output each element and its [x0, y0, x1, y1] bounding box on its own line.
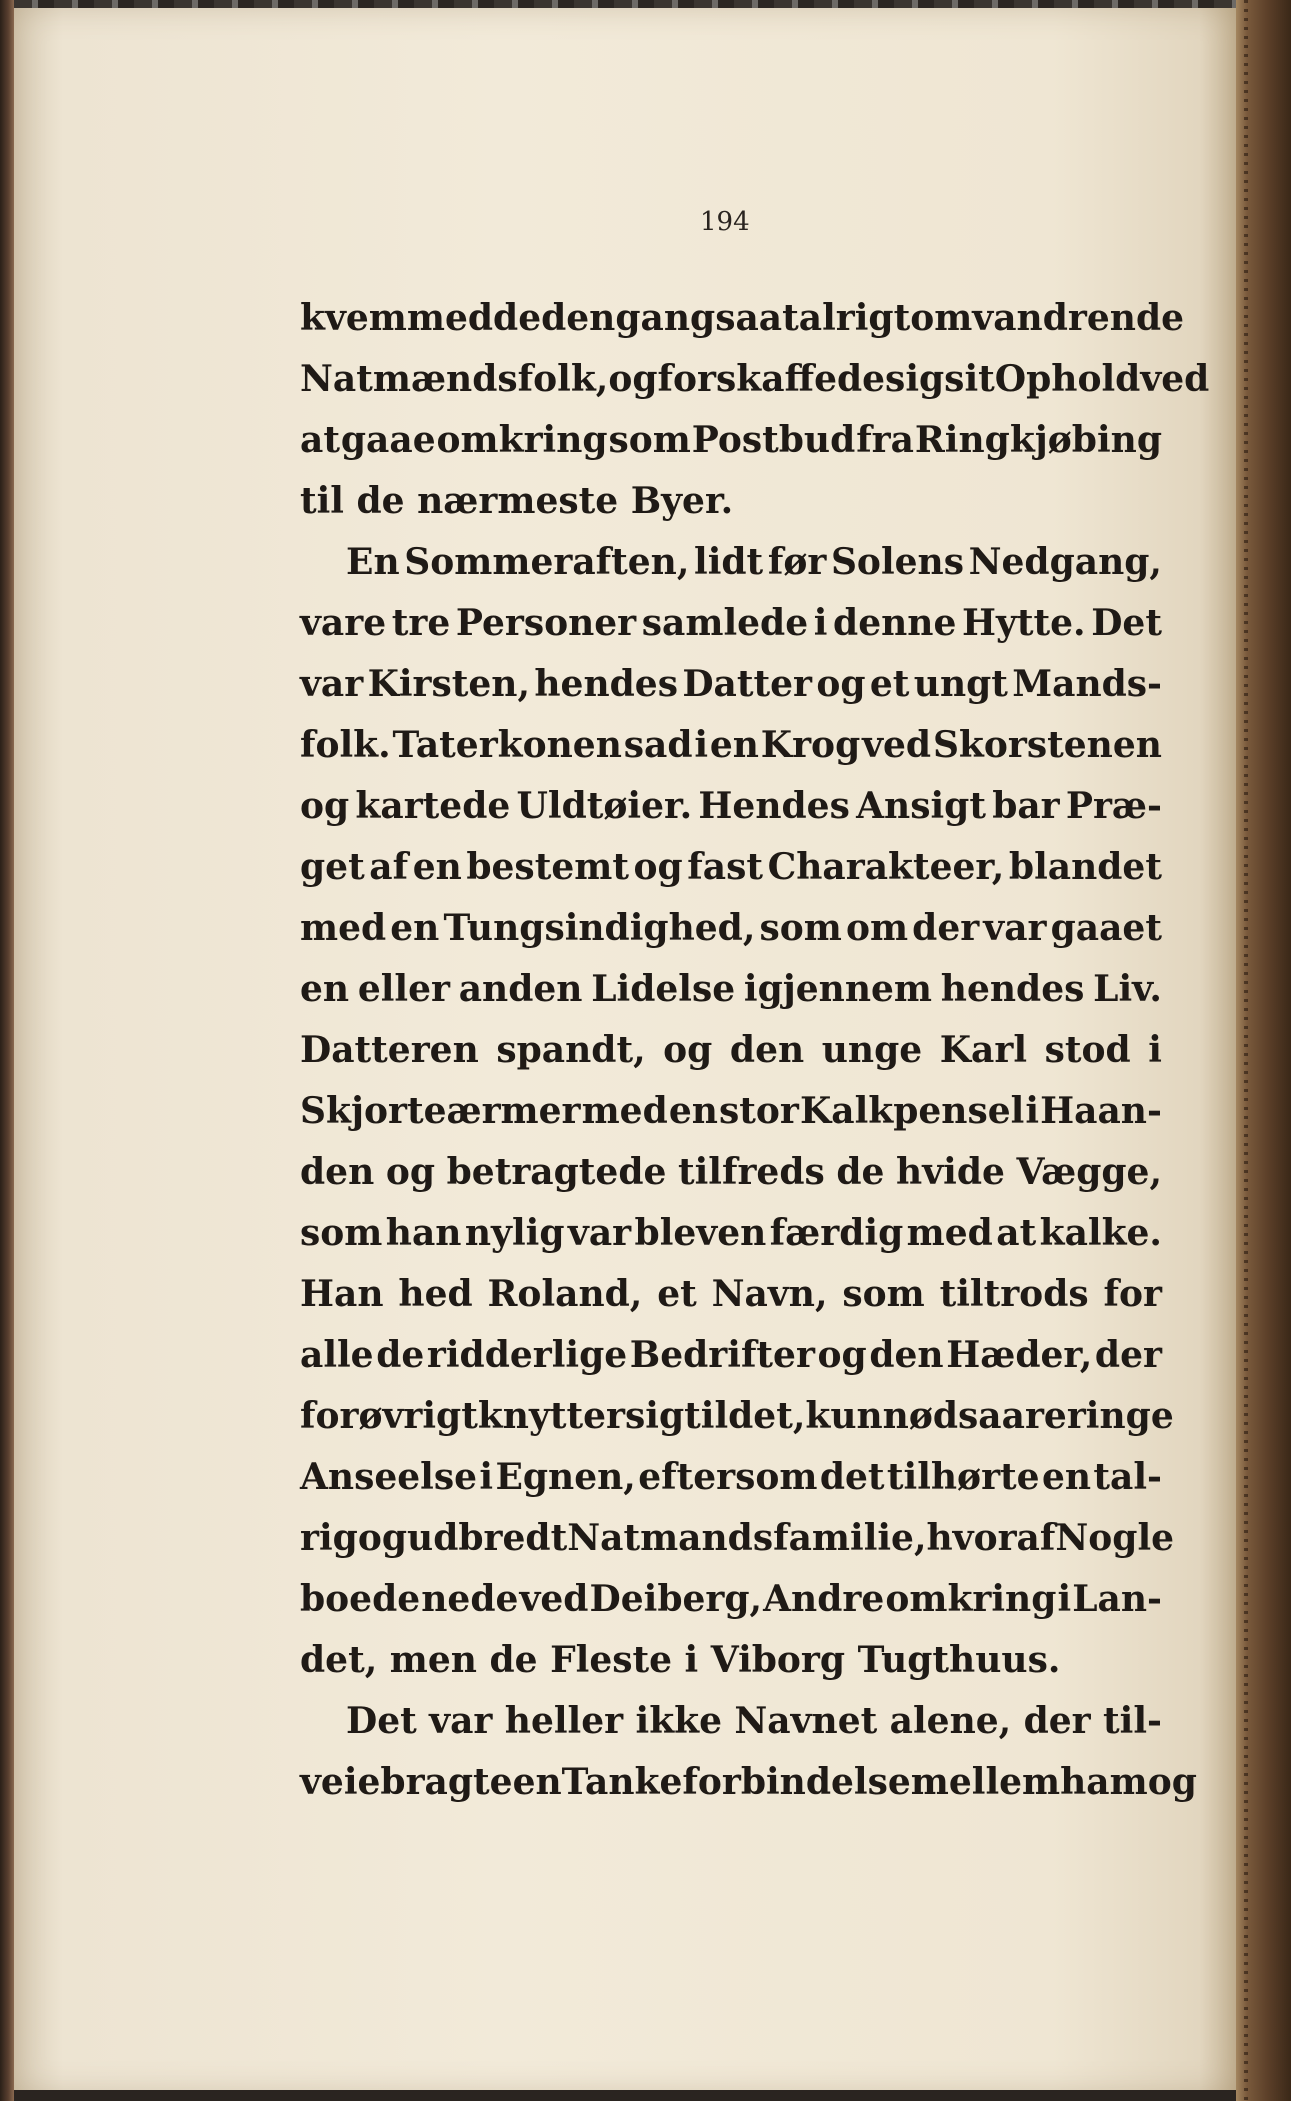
word: betragtede [446, 1151, 667, 1193]
word: dengang [541, 297, 716, 339]
word: fast [687, 846, 764, 888]
word: med [300, 907, 387, 949]
word: omkring [436, 419, 608, 461]
word: Nedgang, [968, 541, 1162, 583]
word: folk. [300, 724, 391, 766]
word: de [493, 297, 542, 339]
word: Deiberg, [589, 1578, 763, 1620]
word: Skorstenen [932, 724, 1162, 766]
text-line [300, 1020, 1162, 1081]
word: hendes [534, 663, 678, 705]
word: og [1147, 1761, 1197, 1803]
word: fra [856, 419, 914, 461]
word: den [300, 1151, 375, 1193]
word: get [300, 846, 365, 888]
word: Kirsten, [367, 663, 531, 705]
word: som [842, 1273, 925, 1315]
word: knytter [477, 1395, 626, 1437]
page-number: 194 [700, 207, 750, 237]
word: og [816, 663, 866, 705]
word: ungt [913, 663, 1008, 705]
word: i [694, 724, 709, 766]
word: Datteren [300, 1029, 479, 1071]
text-line [300, 1325, 1162, 1386]
word: lidt [694, 541, 764, 583]
word: med [906, 1212, 993, 1254]
word: ham [1060, 1761, 1148, 1803]
word: vare [300, 602, 387, 644]
word: en [300, 968, 350, 1010]
word: omkring [885, 1578, 1057, 1620]
word: tal- [1093, 1456, 1162, 1498]
word: til- [1103, 1700, 1162, 1742]
word: en [512, 1761, 562, 1803]
word: Uldtøier. [516, 785, 693, 827]
word: Karl [939, 1029, 1027, 1071]
word: Bedrifter [629, 1334, 815, 1376]
word: Charakteer, [767, 846, 1005, 888]
word: Mands- [1012, 663, 1162, 705]
word: var [429, 1700, 493, 1742]
word: i [1148, 1029, 1162, 1071]
word: omvandrende [910, 297, 1185, 339]
word: kvem [300, 297, 407, 339]
word: stor [719, 1090, 799, 1132]
word: Hæder, [946, 1334, 1093, 1376]
text-line: til de nærmeste Byer. [300, 480, 734, 522]
word: sig [625, 1395, 685, 1437]
text-line [300, 1386, 1174, 1447]
word: og [817, 1334, 867, 1376]
word: Roland, [487, 1273, 643, 1315]
word: bestemt [466, 846, 629, 888]
book-left-edge [0, 0, 14, 2101]
word: Personer [455, 602, 637, 644]
word: kun [805, 1395, 883, 1437]
word: unge [821, 1029, 923, 1071]
word: tilhørte [886, 1456, 1040, 1498]
word: nede [421, 1578, 519, 1620]
text-line [300, 349, 1210, 410]
word: samlede [641, 602, 809, 644]
word: Ringkjøbing [914, 419, 1162, 461]
text-line [300, 654, 1162, 715]
word: Ophold [994, 358, 1141, 400]
word: En [346, 541, 400, 583]
text-line [300, 837, 1162, 898]
body-text [300, 288, 1210, 1813]
word: et [657, 1273, 697, 1315]
word: tilfreds [678, 1151, 825, 1193]
text-line [300, 1508, 1175, 1569]
word: Kalkpensel [799, 1090, 1025, 1132]
word: hendes [940, 968, 1085, 1010]
word: i [1025, 1090, 1040, 1132]
word: en [668, 1090, 718, 1132]
word: var [983, 907, 1047, 949]
word: ved [1140, 358, 1210, 400]
word: og [300, 785, 350, 827]
word: Hytte. [961, 602, 1086, 644]
text-line [300, 1203, 1162, 1264]
word: som [608, 419, 691, 461]
word: eftersom [638, 1456, 818, 1498]
word: og [633, 846, 683, 888]
word: sig [885, 358, 945, 400]
word: bar [992, 785, 1060, 827]
word: hvoraf [926, 1517, 1056, 1559]
word: ringe [1066, 1395, 1174, 1437]
word: og [385, 1151, 436, 1193]
word: og [663, 1029, 713, 1071]
word: gaaet [1050, 907, 1162, 949]
word: sit [944, 358, 995, 400]
word: igjennem [743, 968, 933, 1010]
word: mellem [910, 1761, 1061, 1803]
word: færdig [769, 1212, 904, 1254]
word: gaae [340, 419, 436, 461]
word: Andre [763, 1578, 885, 1620]
word: Det [1091, 602, 1162, 644]
text-line [300, 715, 1162, 776]
text-line [300, 1081, 1162, 1142]
word: Det [346, 1700, 417, 1742]
word: anden [458, 968, 583, 1010]
word: Anseelse [300, 1456, 478, 1498]
word: en [390, 907, 440, 949]
word: tiltrods [939, 1273, 1089, 1315]
word: denne [833, 602, 957, 644]
word: Krog [760, 724, 861, 766]
word: den [869, 1334, 944, 1376]
text-line [300, 593, 1162, 654]
word: tre [391, 602, 451, 644]
word: af [369, 846, 409, 888]
text-line [300, 1569, 1162, 1630]
word: saa [715, 297, 783, 339]
word: blandet [1008, 846, 1162, 888]
word: talrigt [782, 297, 911, 339]
word: Ansigt [856, 785, 986, 827]
word: alene, [889, 1700, 1012, 1742]
word: Lidelse [591, 968, 736, 1010]
word: Tankeforbindelse [561, 1761, 911, 1803]
word: boede [300, 1578, 421, 1620]
word: Navnet [734, 1700, 878, 1742]
word: der [912, 907, 980, 949]
word: for [1103, 1273, 1162, 1315]
word: et [869, 663, 910, 705]
word: i [813, 602, 828, 644]
word: med [581, 1090, 668, 1132]
word: de [376, 1334, 425, 1376]
text-line [300, 1691, 1162, 1752]
word: forøvrigt [300, 1395, 478, 1437]
word: før [767, 541, 827, 583]
word: veiebragte [300, 1761, 513, 1803]
word: heller [504, 1700, 624, 1742]
text-line: det, men de Fleste i Viborg Tugthuus. [300, 1639, 1061, 1681]
word: der [1094, 1334, 1162, 1376]
word: bleven [634, 1212, 767, 1254]
word: Sommeraften, [404, 541, 690, 583]
word: Lan- [1072, 1578, 1162, 1620]
word: med [406, 297, 494, 339]
word: til [684, 1395, 729, 1437]
word: spandt, [496, 1029, 646, 1071]
word: Natmandsfamilie, [567, 1517, 927, 1559]
word: hvide [896, 1151, 1005, 1193]
text-line [300, 1142, 1162, 1203]
word: Nogle [1055, 1517, 1175, 1559]
word: det, [728, 1395, 806, 1437]
word: ved [862, 724, 932, 766]
word: om [845, 907, 909, 949]
word: nød [882, 1395, 959, 1437]
word: ikke [635, 1700, 722, 1742]
text-line [300, 1752, 1197, 1813]
word: han [385, 1212, 462, 1254]
text-line [300, 410, 1162, 471]
word: ridderlige [426, 1334, 628, 1376]
word: at [996, 1212, 1037, 1254]
word: alle [300, 1334, 374, 1376]
word: Skjorteærmer [300, 1090, 581, 1132]
word: i [479, 1456, 494, 1498]
word: Postbud [691, 419, 856, 461]
word: var [300, 663, 364, 705]
word: og [608, 358, 658, 400]
word: kalke. [1039, 1212, 1162, 1254]
word: og [357, 1517, 408, 1559]
word: som [300, 1212, 383, 1254]
word: en [1041, 1456, 1092, 1498]
word: eller [357, 968, 450, 1010]
word: saare [958, 1395, 1067, 1437]
text-line [300, 959, 1162, 1020]
text-line [300, 288, 1185, 349]
word: den [729, 1029, 805, 1071]
word: Datter [682, 663, 812, 705]
word: at [300, 419, 340, 461]
word: Han [300, 1273, 384, 1315]
word: der [1023, 1700, 1091, 1742]
word: Navn, [711, 1273, 828, 1315]
word: det [819, 1456, 885, 1498]
word: Hendes [698, 785, 850, 827]
word: hed [398, 1273, 473, 1315]
word: nylig [464, 1212, 565, 1254]
text-line [300, 1447, 1162, 1508]
word: en [412, 846, 462, 888]
word: de [836, 1151, 885, 1193]
text-line [300, 532, 1162, 593]
word: Vægge, [1016, 1151, 1162, 1193]
text-line [300, 776, 1162, 837]
word: var [567, 1212, 632, 1254]
word: Liv. [1093, 968, 1162, 1010]
word: Taterkonen [392, 724, 622, 766]
page-bottom-edge [14, 2090, 1236, 2101]
word: sad [623, 724, 693, 766]
word: som [759, 907, 842, 949]
book-spine-edge [1236, 0, 1291, 2101]
word: Haan- [1040, 1090, 1162, 1132]
word: Tungsindighed, [443, 907, 756, 949]
text-line [300, 898, 1162, 959]
word: i [1057, 1578, 1072, 1620]
word: kartede [355, 785, 511, 827]
word: Præ- [1065, 785, 1162, 827]
word: rig [300, 1517, 358, 1559]
word: Solens [830, 541, 964, 583]
word: stod [1044, 1029, 1131, 1071]
word: forskaffede [657, 358, 886, 400]
word: Natmændsfolk, [300, 358, 609, 400]
word: ved [519, 1578, 589, 1620]
word: Egnen, [495, 1456, 636, 1498]
text-line [300, 1264, 1162, 1325]
word: en [709, 724, 759, 766]
word: udbredt [407, 1517, 568, 1559]
